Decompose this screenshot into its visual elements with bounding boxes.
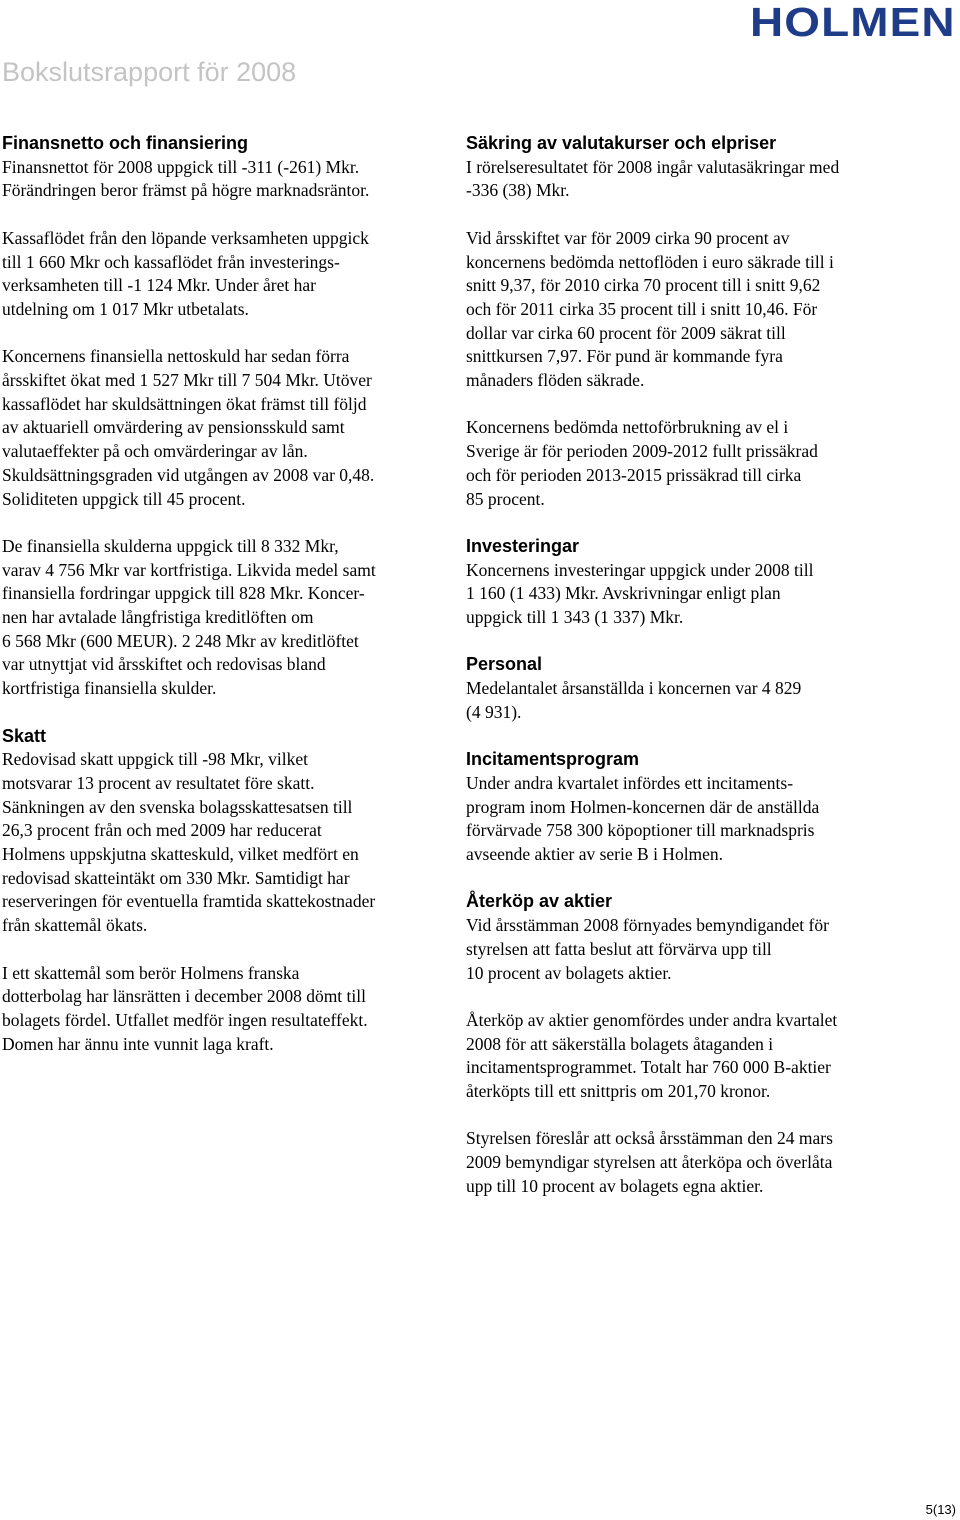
text-line: var utnyttjat vid årsskiftet och redovisas bland [2, 654, 326, 675]
text-line: upp till 10 procent av bolagets egna aktier. [466, 1175, 764, 1196]
text-line: uppgick till 1 343 (1 337) Mkr. [466, 607, 684, 628]
page-number: 5(13) [925, 1502, 956, 1517]
text-line: Finansnettot för 2008 uppgick till -311 (-261) Mkr. [2, 156, 360, 177]
text-line: 10 procent av bolagets aktier. [466, 962, 672, 983]
section-heading: Säkring av valutakurser och elpriser [466, 133, 777, 153]
text-line: Styrelsen föreslår att också årsstämman den 24 mars [466, 1128, 833, 1149]
paragraph [2, 535, 447, 701]
text-line: styrelsen att fatta beslut att förvärva upp till [466, 938, 772, 959]
paragraph [466, 416, 926, 511]
text-line: Medelantalet årsanställda i koncernen var 4 829 [466, 678, 802, 699]
text-line: -336 (38) Mkr. [466, 180, 570, 201]
text-line: årsskiftet ökat med 1 527 Mkr till 7 504 Mkr. Utöver [2, 370, 372, 390]
text-line: koncernens bedömda nettoflöden i euro säkrade till i [466, 251, 834, 272]
text-line: dotterbolag har länsrätten i december 2008 dömt till [2, 986, 366, 1007]
text-line: Sverige är för perioden 2009-2012 fullt prissäkrad [466, 441, 818, 462]
section-heading: Skatt [2, 725, 47, 746]
text-line: Vid årsstämman 2008 förnyades bemyndigandet för [466, 915, 829, 936]
section-aterkop [466, 890, 926, 1198]
section-incitamentsprogram [466, 748, 926, 867]
text-line: kassaflödet har skuldsättningen ökat främst till följd [2, 393, 367, 414]
text-line: Under andra kvartalet infördes ett incitaments- [466, 772, 794, 793]
text-line: (4 931). [466, 701, 522, 722]
text-line: återköpts till ett snittpris om 201,70 kronor. [466, 1081, 771, 1102]
section-heading: Personal [466, 654, 543, 675]
text-line: I ett skattemål som berör Holmens franska [2, 962, 300, 983]
section-heading: Investeringar [466, 535, 580, 556]
left-column [2, 132, 447, 1056]
text-line: reserveringen för eventuella framtida skattekostnader [2, 891, 376, 912]
text-line: 1 160 (1 433) Mkr. Avskrivningar enligt plan [466, 583, 781, 604]
text-line: förvärvade 758 300 köpoptioner till marknadspris [466, 820, 815, 841]
paragraph [466, 559, 926, 630]
paragraph [466, 227, 926, 393]
text-line: valutaeffekter på och omvärderingar av lån. [2, 441, 308, 462]
paragraph [2, 156, 447, 203]
text-line: 85 procent. [466, 488, 545, 509]
holmen-logo: HOLMEN [750, 0, 956, 45]
text-line: Domen har ännu inte vunnit laga kraft. [2, 1033, 274, 1054]
text-line: dollar var cirka 60 procent för 2009 säkrat till [466, 322, 786, 343]
paragraph [466, 772, 926, 867]
text-line: verksamheten till -1 124 Mkr. Under året har [2, 275, 316, 296]
text-line: Kassaflödet från den löpande verksamheten uppgick [2, 227, 369, 248]
text-line: Koncernens bedömda nettoförbrukning av el i [466, 417, 789, 438]
text-line: utdelning om 1 017 Mkr utbetalats. [2, 298, 249, 319]
text-line: bolagets fördel. Utfallet medför ingen resultateffekt. [2, 1009, 368, 1030]
text-line: Vid årsskiftet var för 2009 cirka 90 procent av [466, 227, 790, 248]
text-line: De finansiella skulderna uppgick till 8 332 Mkr, [2, 535, 339, 556]
text-line: I rörelseresultatet för 2008 ingår valutasäkringar med [466, 156, 840, 177]
paragraph [466, 677, 926, 724]
text-line: avseende aktier av serie B i Holmen. [466, 844, 724, 865]
paragraph [2, 962, 447, 1057]
section-investeringar [466, 535, 926, 630]
text-line: 6 568 Mkr (600 MEUR). 2 248 Mkr av kreditlöftet [2, 630, 359, 651]
text-line: finansiella fordringar uppgick till 828 Mkr. Koncer- [2, 583, 365, 604]
text-line: Holmens uppskjutna skatteskuld, vilket medfört en [2, 844, 359, 865]
text-line: motsvarar 13 procent av resultatet före skatt. [2, 772, 315, 793]
paragraph [466, 1009, 926, 1104]
paragraph [2, 227, 447, 322]
text-line: program inom Holmen-koncernen där de anställda [466, 796, 820, 817]
paragraph [466, 156, 926, 203]
text-line: från skattemål ökats. [2, 915, 148, 936]
text-line: Koncernens finansiella nettoskuld har sedan förra [2, 346, 350, 367]
text-line: nen har avtalade långfristiga kreditlöften om [2, 607, 314, 628]
text-line: och för 2011 cirka 35 procent till i snitt 10,46. För [466, 298, 818, 319]
section-heading: Incitamentsprogram [466, 749, 640, 770]
text-line: redovisad skatteintäkt om 330 Mkr. Samtidigt har [2, 867, 350, 888]
section-heading: Återköp av aktier [466, 891, 613, 912]
text-line: incitamentsprogrammet. Totalt har 760 000 B-aktier [466, 1057, 831, 1078]
section-personal [466, 653, 926, 724]
section-sakring [466, 132, 926, 511]
text-line: Skuldsättningsgraden vid utgången av 2008 var 0,48. [2, 464, 375, 485]
text-line: 2009 bemyndigar styrelsen att återköpa och överlåta [466, 1152, 833, 1173]
text-line: snitt 9,37, för 2010 cirka 70 procent till i snitt 9,62 [466, 275, 821, 296]
paragraph [2, 345, 447, 511]
text-line: 26,3 procent från och med 2009 har reducerat [2, 820, 322, 841]
text-line: Sänkningen av den svenska bolagsskattesatsen till [2, 796, 353, 817]
paragraph [466, 1127, 926, 1198]
text-line: av aktuariell omvärdering av pensionsskuld samt [2, 417, 345, 438]
text-line: och för perioden 2013-2015 prissäkrad till cirka [466, 464, 802, 485]
text-line: Redovisad skatt uppgick till -98 Mkr, vilket [2, 749, 309, 770]
text-line: varav 4 756 Mkr var kortfristiga. Likvida medel samt [2, 559, 376, 580]
text-line: snittkursen 7,97. För pund är kommande fyra [466, 346, 783, 367]
paragraph [2, 748, 447, 938]
text-line: till 1 660 Mkr och kassaflödet från investerings- [2, 251, 340, 272]
paragraph [466, 914, 926, 985]
section-skatt [2, 725, 447, 1057]
section-heading: Finansnetto och finansiering [2, 133, 249, 153]
text-line: 2008 för att säkerställa bolagets åtaganden i [466, 1033, 774, 1054]
text-line: Förändringen beror främst på högre marknadsräntor. [2, 180, 370, 201]
section-finansnetto [2, 132, 447, 701]
report-title: Bokslutsrapport för 2008 [2, 57, 297, 87]
text-line: Koncernens investeringar uppgick under 2008 till [466, 559, 814, 580]
text-line: Soliditeten uppgick till 45 procent. [2, 488, 246, 509]
right-column [466, 132, 926, 1199]
text-line: kortfristiga finansiella skulder. [2, 678, 217, 699]
text-line: Återköp av aktier genomfördes under andra kvartalet [466, 1009, 838, 1030]
text-line: månaders flöden säkrade. [466, 370, 645, 391]
